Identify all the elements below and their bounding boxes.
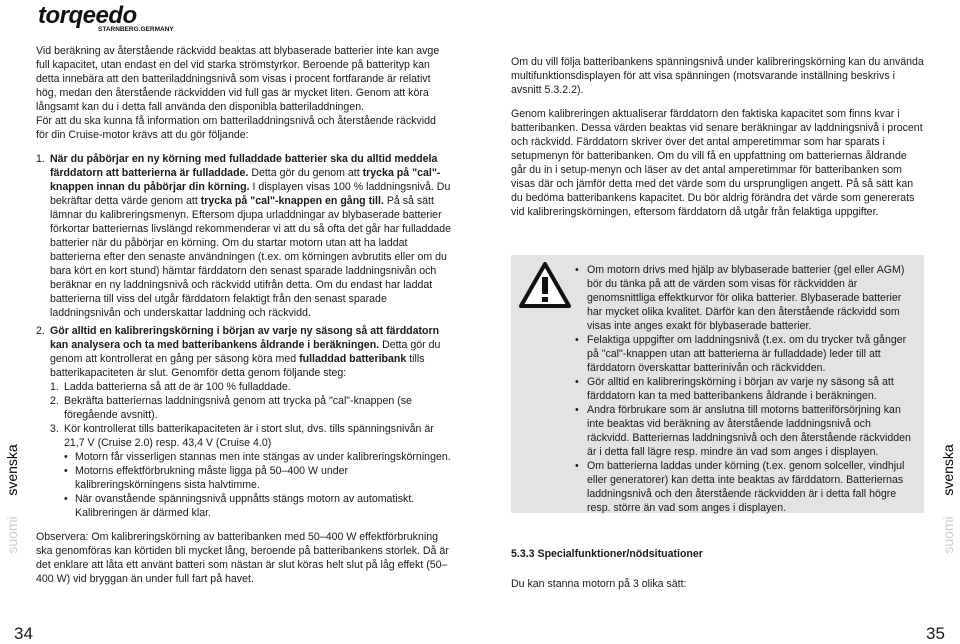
language-tab-label: suomi	[4, 516, 20, 554]
substep	[50, 422, 451, 450]
language-tab-label: suomi	[940, 516, 956, 554]
left-column	[36, 44, 451, 520]
page-number-left: 34	[14, 624, 33, 643]
left-paragraph-2: För att du ska kunna få information om batteriladdningsnivå och återstående räckvidd för din Cruise-motor krävs att du gör följande:	[36, 115, 436, 141]
step-2-text-1: Detta gör du genom att kontrollerat en gång per säsong köra med	[50, 339, 441, 365]
bullet-item: • Motorns effektförbrukning måste ligga på 50–400 W under kalibreringskörningens sista halvtimme.	[64, 464, 451, 492]
step-1-text-3: På så sätt lämnar du kalibreringsmenyn. Eftersom djupa urladdningar av blybaserade batterier förkortar batteriernas livslängd rekommenderar vi att du så ofta det går har fulladdade batterier när du påbörjar en körning. Om du startar motorn utan att ha laddat batterierna efter den senaste användningen (t.ex. om körningen avbrutits eller om du bara kört en kort stund) hämtar färddatorn den senast sparade laddningsnivån och beräknar en ny laddningsnivå och räckvidd utifrån detta. Om du endast har laddat batterierna till viss del utgår färddatorn felaktigt från den senast sparade laddningsnivån och underskattar laddning och räckvidd.	[50, 195, 452, 319]
step-1-text-2: I displayen visas 100 % laddningsnivå. Du bekräftar detta värde genom att	[50, 181, 451, 207]
warning-item: • Andra förbrukare som är anslutna till motorns batteriförsörjning kan inte beaktas vid beräkning av återstående laddningsnivå och räckvidd. Batteriernas laddningsnivå och den återstående räckvidden är i detta fall lägre resp. mindre än vad som anges i displayen.	[575, 403, 915, 459]
calibration-bullets	[50, 450, 451, 520]
step-2-bold-2: fulladdad batteribank	[299, 353, 407, 365]
step-1-bold-1: När du påbörjar en ny körning med fulladdade batterier ska du alltid meddela färddatorn att batterierna är fulladdade.	[50, 153, 438, 179]
substep-number: 2.	[50, 395, 59, 407]
language-tab-label: svenska	[4, 444, 20, 496]
substep-number: 3.	[50, 423, 59, 435]
step-1-number: 1.	[36, 153, 45, 165]
step-1-bold-3: trycka på "cal"-knappen en gång till.	[200, 195, 384, 207]
substep-text: Bekräfta batteriernas laddningsnivå genom att trycka på "cal"-knappen (se föregående avsnitt).	[64, 395, 412, 421]
substep	[50, 394, 451, 422]
substep	[50, 380, 451, 394]
bullet-item: • Motorn får visserligen stannas men inte stängas av under kalibreringskörningen.	[64, 450, 451, 464]
step-2-text-2: tills batterikapaciteten är slut. Genomför detta genom följande steg:	[50, 353, 425, 379]
calibration-substeps	[50, 380, 451, 450]
section-intro: Du kan stanna motorn på 3 olika sätt:	[511, 578, 687, 590]
warning-item: • Om motorn drivs med hjälp av blybaserade batterier (gel eller AGM) bör du tänka på att de värden som visas för räckvidden är genomsnittliga effektkurvor för olika batterier. Blybaserade batterier har mycket olika kvalitet. Därför kan den återstående räckvidd som visas inte anges exakt för blybaserade batterier.	[575, 263, 915, 333]
warning-item: • Felaktiga uppgifter om laddningsnivå (t.ex. om du trycker två gånger på "cal"-knappen utan att batterierna är fulladdade) leder till att färddatorn överskattar batterinivån och räckvidden.	[575, 333, 915, 375]
substep-number: 1.	[50, 381, 59, 393]
calibration-steps	[36, 152, 451, 520]
warning-triangle-icon	[519, 262, 571, 308]
step-1-text-1: Detta gör du genom att	[248, 167, 363, 179]
logo-wordmark: torqeedo	[38, 4, 137, 29]
warning-item: • Gör alltid en kalibreringskörning i början av varje ny säsong så att färddatorn kan ta med batteribankens åldrande i beräkningen.	[575, 375, 915, 403]
page-number-right: 35	[926, 624, 945, 643]
warning-item: • Om batterierna laddas under körning (t.ex. genom solceller, vindhjul eller generatorer) kan detta inte beaktas av färddatorn. Batteriernas laddningsnivå och den återstående räckvidden är i detta fall högre resp. större än vad som anges i displayen.	[575, 459, 915, 515]
language-tab-suomi-right[interactable]	[936, 510, 960, 560]
right-paragraph-2: Genom kalibreringen aktualiserar färddatorn den faktiska kapacitet som finns kvar i batteribanken. Dessa värden beaktas vid senare beräkningar av laddningsnivå i procent och räckvidd. Färddatorn skriver över det antal amperetimmar som har sparats i setupmenyn för batteribanken. Om du vill få en uppfattning om batteriernas åldrande går du in i setup-menyn och läser av det antal amperetimmar för batteribanken som visas där och jämför detta med det värde som du ursprungligen angett. På så sätt kan du bedöma batteribankens kapacitet. Du bör aldrig förändra det värde som genererats vid kalibreringskörningen, eftersom färddatorn då utgår från felaktiga uppgifter.	[511, 108, 923, 218]
step-1	[36, 152, 451, 320]
torqeedo-logo	[36, 4, 176, 32]
right-paragraph-1: Om du vill följa batteribankens spänningsnivå under kalibreringskörning kan du använda multifunktionsdisplayen för att visa spänningen (motsvarande inställning beskrivs i avsnitt 5.3.2.2).	[511, 56, 924, 96]
step-1-bold-2: trycka på "cal"-knappen innan du påbörjar din körning.	[50, 167, 441, 193]
language-tab-label: svenska	[940, 444, 956, 496]
section-heading: 5.3.3 Specialfunktioner/nödsituationer	[511, 548, 703, 560]
step-2-bold-1: Gör alltid en kalibreringskörning i början av varje ny säsong så att färddatorn kan analysera och ta med batteribankens åldrande i beräkningen.	[50, 325, 440, 351]
warning-list	[575, 263, 915, 515]
right-column	[511, 55, 924, 219]
bullet-item: • När ovanstående spänningsnivå uppnåtts stängs motorn av automatiskt. Kalibreringen är därmed klar.	[64, 492, 451, 520]
language-tab-svenska-left[interactable]	[0, 430, 24, 510]
step-2-number: 2.	[36, 325, 45, 337]
left-paragraph-1: Vid beräkning av återstående räckvidd beaktas att blybaserade batterier inte kan avge full kapacitet, utan endast en del vid starka strömstyrkor. Beroende på batterityp kan detta innebära att den batteriladdningsnivå som visas i procent fortfarande är relativt hög, medan den återstående räckvidden vid full gas är mycket liten. Genom att köra långsamt kan du i detta fall använda den disponibla batteriladdningen.	[36, 45, 440, 113]
substep-text: Kör kontrollerat tills batterikapaciteten är i stort slut, dvs. tills spänningsnivån är 21,7 V (Cruise 2.0) resp. 43,4 V (Cruise 4.0)	[64, 423, 434, 449]
language-tab-suomi-left[interactable]	[0, 510, 24, 560]
substep-text: Ladda batterierna så att de är 100 % fulladdade.	[64, 381, 291, 393]
logo-tagline: STARNBERG.GERMANY	[98, 26, 174, 32]
language-tab-svenska-right[interactable]	[936, 430, 960, 510]
calibration-note: Observera: Om kalibreringskörning av batteribanken med 50–400 W effektförbrukning ska genomföras kan körtiden bli mycket lång, beroende på batteribankens storlek. Då är det enklare att låta ett använt batteri som nästan är slut köras helt slut på låg effekt (50–400 W) vid bryggan än under full fart på havet.	[36, 531, 449, 585]
step-2	[36, 324, 451, 520]
